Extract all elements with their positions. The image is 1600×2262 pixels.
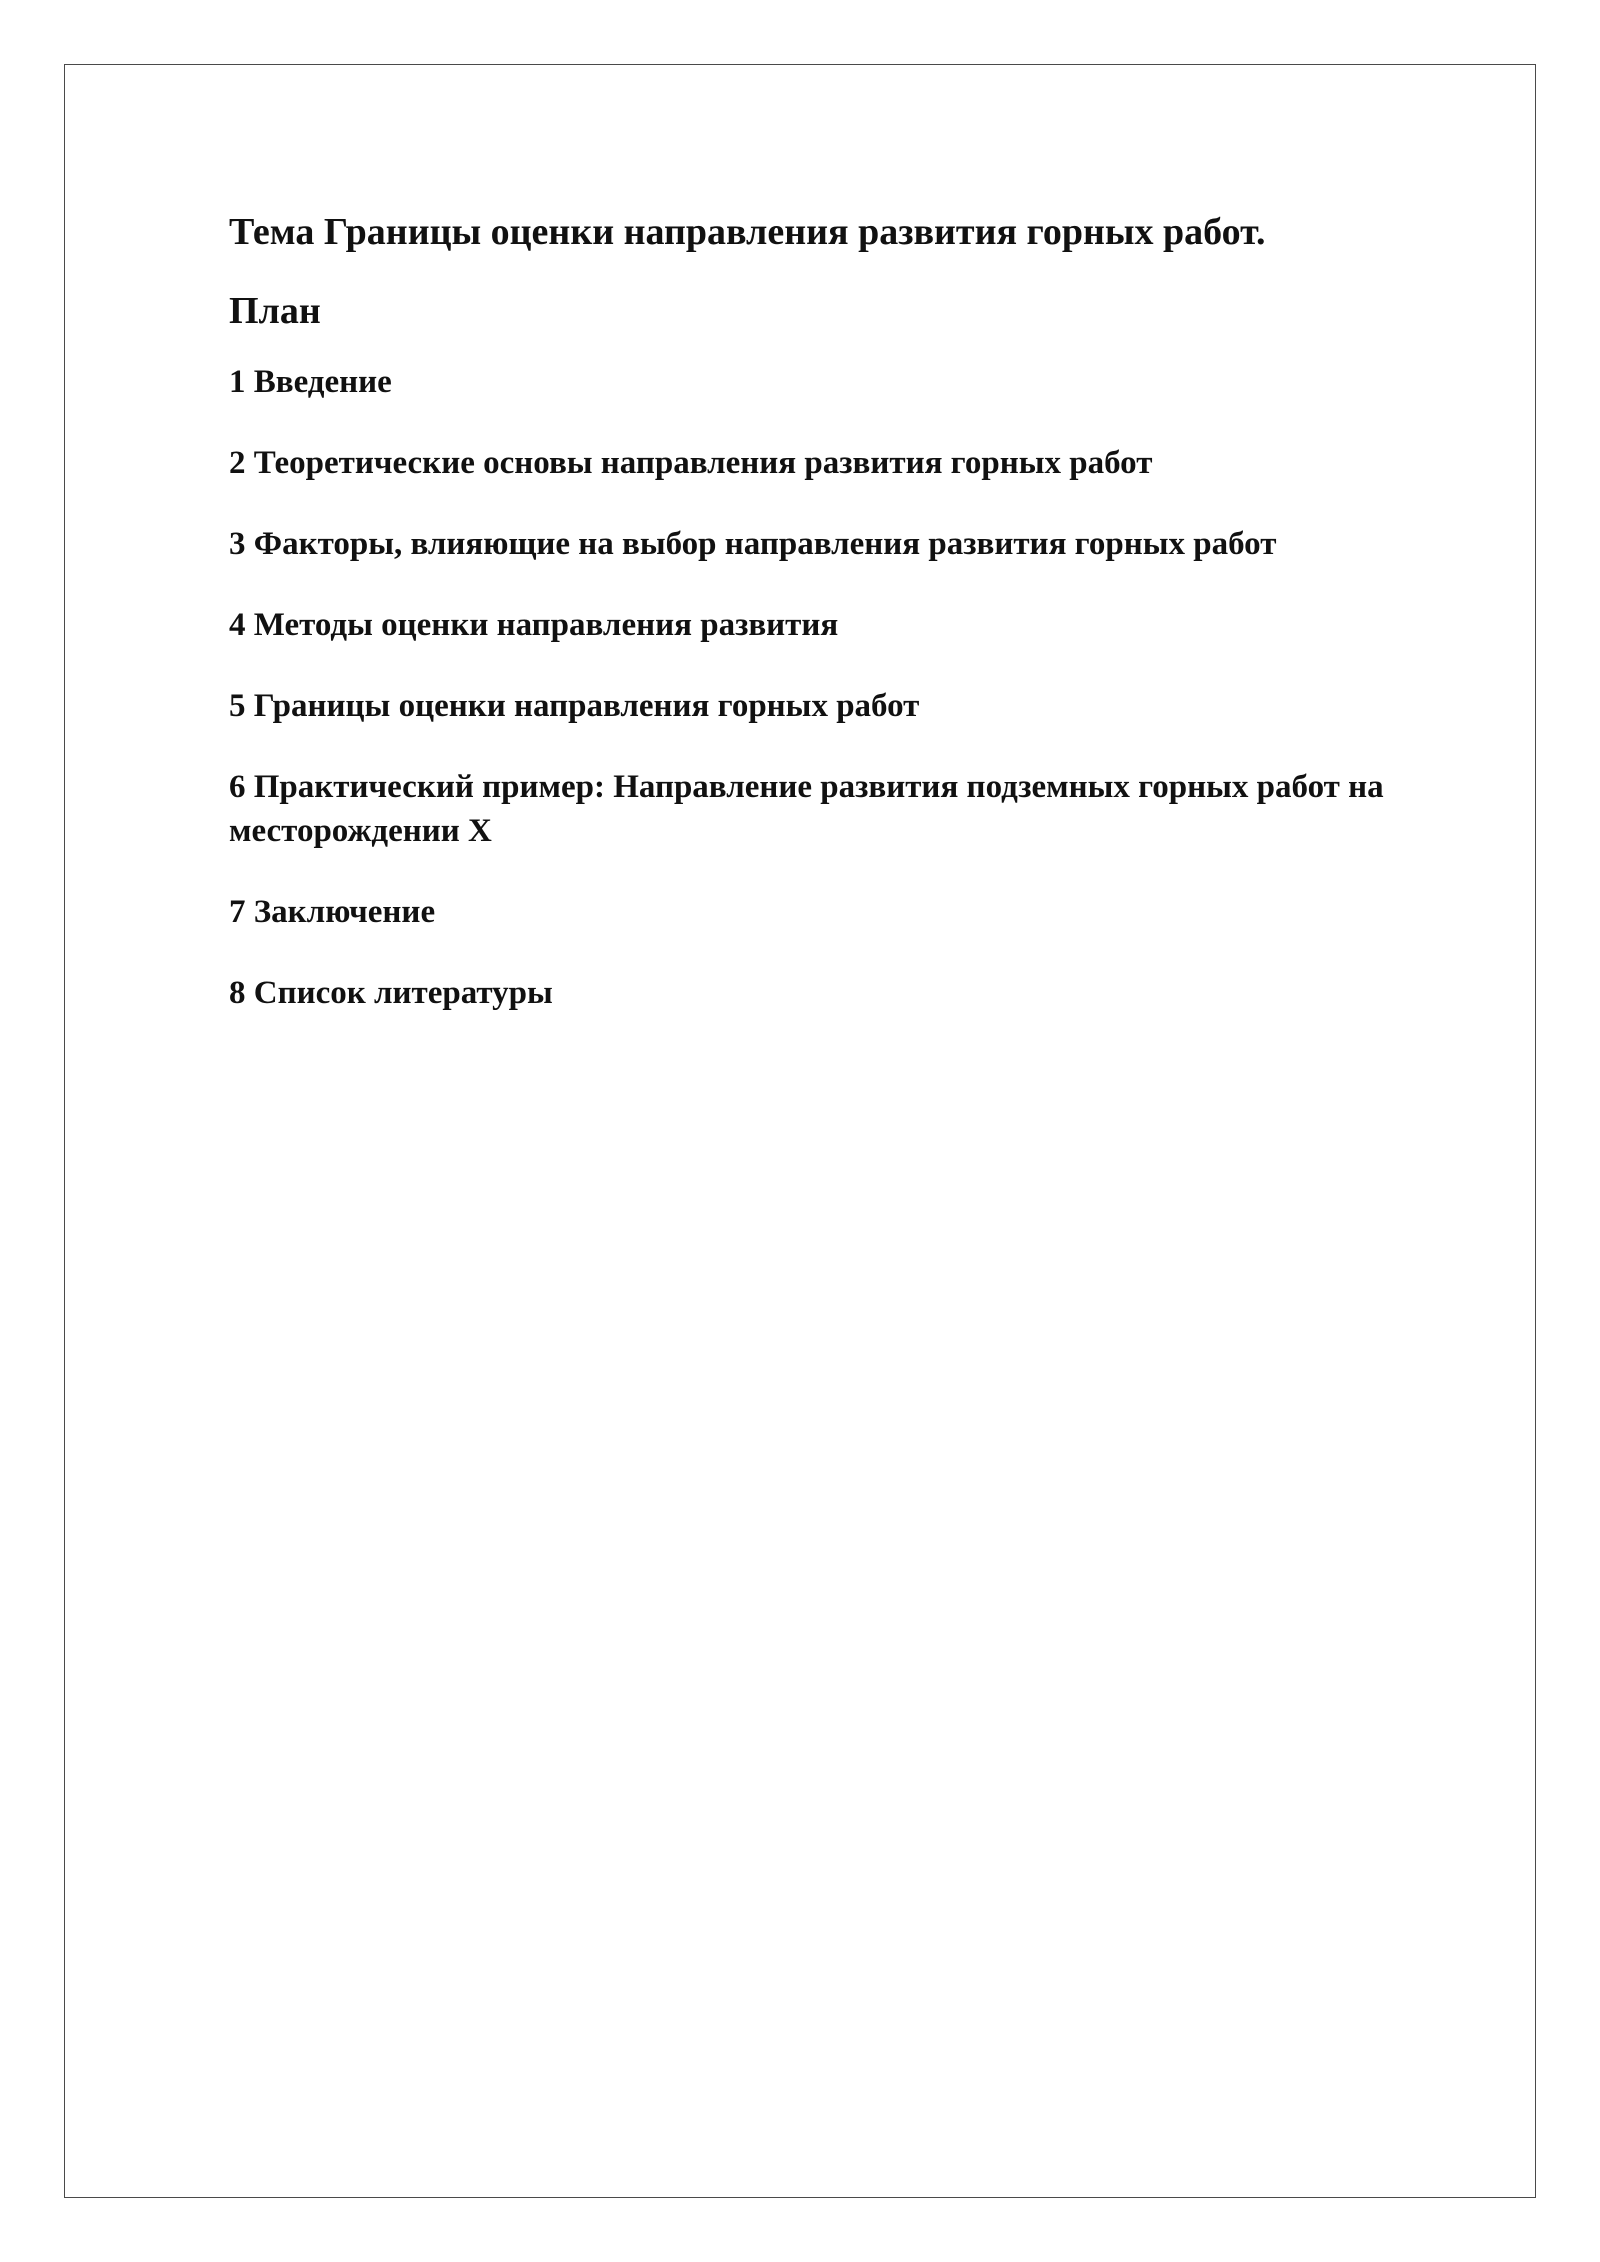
plan-heading: План	[229, 290, 321, 332]
plan-item-introduction: 1 Введение	[229, 364, 392, 400]
plan-item-methods: 4 Методы оценки направления развития	[229, 607, 839, 643]
plan-item-theoretical-foundations: 2 Теоретические основы направления развития горных работ	[229, 445, 1153, 481]
plan-item-practical-example: 6 Практический пример: Направление развития подземных горных работ на месторождении X	[229, 769, 1384, 849]
plan-item-references: 8 Список литературы	[229, 975, 553, 1011]
plan-item-boundaries: 5 Границы оценки направления горных работ	[229, 688, 920, 724]
plan-item-factors: 3 Факторы, влияющие на выбор направления развития горных работ	[229, 526, 1277, 562]
document-title: Тема Границы оценки направления развития горных работ.	[229, 211, 1266, 253]
plan-list	[229, 360, 1479, 1015]
document-body	[229, 206, 1479, 1052]
plan-item-conclusion: 7 Заключение	[229, 894, 436, 930]
